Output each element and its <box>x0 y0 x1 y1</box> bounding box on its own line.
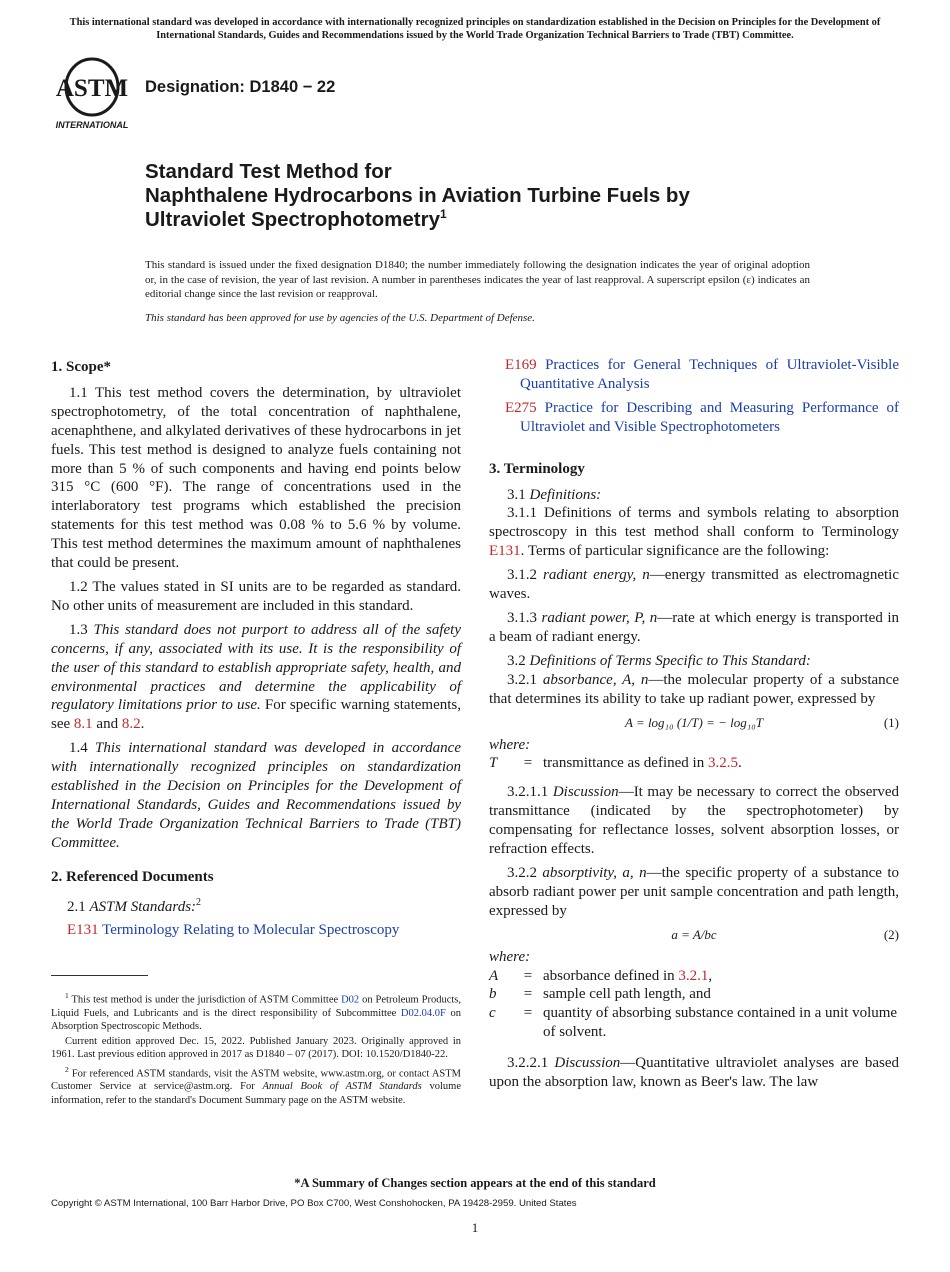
equation-1-number: (1) <box>883 714 899 730</box>
link-d02[interactable]: D02 <box>341 994 360 1006</box>
copyright: Copyright © ASTM International, 100 Barr Harbor Drive, PO Box C700, West Conshohocken, PA 19428-2959. United States <box>51 1198 577 1209</box>
definition-A: A = absorbance defined in 3.2.1, <box>489 967 713 984</box>
footnotes <box>51 989 461 1108</box>
para-3-2-2-1: 3.2.2.1 Discussion—Quantitative ultraviolet analyses are based upon the absorption law, known as Beer's law. The law <box>489 1055 899 1091</box>
equation-2-number: (2) <box>883 926 899 942</box>
footnote-1: $^1$ This test method is under the jurisdiction of ASTM Committee D02 on Petroleum Products, Liquid Fuels, and Lubricants and is the direct responsibility of Subcommittee D02.04.0F on Absorption Spectroscopic Methods. <box>51 991 461 1033</box>
equation-2-formula: a = A/bc <box>671 926 717 942</box>
ref-8-2[interactable]: 8.2 <box>121 716 141 733</box>
title-line-2: Naphthalene Hydrocarbons in Aviation Turbine Fuels by <box>145 184 690 207</box>
title-line-1: Standard Test Method for <box>145 160 392 183</box>
footnote-2: $^2$ For referenced ASTM standards, visit the ASTM website, www.astm.org, or contact ASTM Customer Service at service@astm.org. For Annual Book of ASTM Standards volume information, refer to the standard's Document Summary page on the ASTM website. <box>51 1064 461 1106</box>
ref-3-2-5[interactable]: 3.2.5 <box>707 755 738 772</box>
left-column <box>51 356 461 945</box>
para-3-1: 3.1 Definitions: <box>507 486 602 503</box>
definition-c: c = quantity of absorbing substance contained in a unit volume of solvent. <box>489 1005 898 1041</box>
definition-b: b = sample cell path length, and <box>489 986 711 1003</box>
title-footnote-mark[interactable]: 1 <box>440 207 447 222</box>
designation: Designation: D1840 − 22 <box>145 78 336 96</box>
para-3-1-2: 3.1.2 radiant energy, n—energy transmitted as electromagnetic waves. <box>489 567 899 603</box>
para-3-1-1: 3.1.1 Definitions of terms and symbols relating to absorption spectroscopy in this test method shall conform to Terminology E131. Terms of particular significance are the following: <box>489 505 899 560</box>
astm-logo-icon <box>52 56 136 134</box>
para-3-2-1-1: 3.2.1.1 Discussion—It may be necessary to correct the observed transmittance (indicated by the spectrophotometer) by compensating for reflectance losses, solvent absorption losses, or refraction effects. <box>489 784 900 858</box>
title-line-3: Ultraviolet Spectrophotometry$^1$ <box>145 207 447 231</box>
para-1-4: 1.4 This international standard was developed in accordance with internationally recognized principles on standardization established in the Decision on Principles for the Development of International Standards, Guides and Recommendations issued by the World Trade Organization Technical Barriers to Trade (TBT) Committee. <box>51 740 461 851</box>
footnote-1-edition: Current edition approved Dec. 15, 2022. Published January 2023. Originally approved in 1961. Last previous edition approved in 2017 as D1840 – 07 (2017). DOI: 10.1520/D1840-22. <box>51 1035 461 1061</box>
para-1-3: 1.3 This standard does not purport to address all of the safety concerns, if any, associated with its use. It is the responsibility of the user of this standard to establish appropriate safety, health, and environmental practices and determine the applicability of regulatory limitations prior to use. For specific warning statements, see 8.1 and 8.2. <box>51 621 462 733</box>
logo-text: ASTM <box>55 75 129 102</box>
page-number: 1 <box>471 1220 479 1235</box>
definition-T: T = transmittance as defined in 3.2.5. <box>489 755 742 772</box>
para-3-2-2: 3.2.2 absorptivity, a, n—the specific property of a substance to absorb radiant power per unit sample concentration and path length, expressed by <box>489 864 900 919</box>
ref-e275-code[interactable]: E275 <box>505 399 537 416</box>
issued-statement: This standard is issued under the fixed designation D1840; the number immediately following the designation indicates the year of original adoption or, in the case of revision, the year of last revision. A number in parentheses indicates the year of last reapproval. A superscript epsilon (ε) indicates an editorial change since the last revision or reapproval. <box>145 259 810 300</box>
ref-e131-inline[interactable]: E131 <box>489 543 521 560</box>
para-3-2-1: 3.2.1 absorbance, A, n—the molecular property of a substance that determines its ability to take up radiant power, expressed by <box>489 671 899 707</box>
summary-of-changes-note: *A Summary of Changes section appears at the end of this standard <box>294 1176 656 1190</box>
referenced-heading: 2. Referenced Documents <box>51 868 214 885</box>
right-column <box>489 356 899 1097</box>
ref-item-e131 <box>51 921 461 940</box>
link-d02-04-0f[interactable]: D02.04.0F <box>400 1007 446 1019</box>
ref-item-e169 <box>489 356 899 394</box>
para-2-1: 2.1 ASTM Standards:$^2$ <box>67 896 202 915</box>
ref-3-2-1[interactable]: 3.2.1 <box>678 967 709 984</box>
para-3-2: 3.2 Definitions of Terms Specific to This Standard: <box>507 652 811 669</box>
scope-heading: 1. Scope* <box>51 359 111 375</box>
astm-logo <box>52 56 136 134</box>
equation-1-formula: A = log₁₀ (1/T) = − log₁₀T <box>624 714 764 730</box>
para-1-2: 1.2 The values stated in SI units are to be regarded as standard. No other units of measurement are included in this standard. <box>51 578 461 614</box>
para-1-1: 1.1 This test method covers the determination, by ultraviolet spectrophotometry, of the total concentration of naphthalene, acenaphthene, and alkylated derivatives of these hydrocarbons in jet fuels. This test method is designed to analyze fuels containing not more than 5 % of such components and having end points below 315 °C (600 °F). The range of concentrations used in the interlaboratory test programs which established the precision statements for this test method was 0.08 % to 5.6 % by volume. This test method determines the maximum amount of naphthalenes that could be present. <box>51 384 461 572</box>
para-3-1-3: 3.1.3 radiant power, P, n—rate at which energy is transported in a beam of radiant energy. <box>489 609 900 645</box>
where-1: where: <box>489 736 531 753</box>
ref-e131-code[interactable]: E131 <box>67 922 99 939</box>
equation-1 <box>489 709 899 736</box>
top-notice: This international standard was developed in accordance with internationally recognized principles on standardization established in the Decision on Principles for the Development of International Standards, Guides and Recommendations issued by the World Trade Organization Technical Barriers to Trade (TBT) Committee. <box>69 17 881 41</box>
ref-e131-link[interactable]: Terminology Relating to Molecular Spectroscopy <box>98 922 400 939</box>
document-title <box>145 160 865 232</box>
ref-e275-link[interactable]: Practice for Describing and Measuring Performance of Ultraviolet and Visible Spectrophotometers <box>520 399 899 435</box>
footnote-rule <box>51 975 148 976</box>
ref-e169-link[interactable]: Practices for General Techniques of Ultraviolet-Visible Quantitative Analysis <box>520 357 899 392</box>
logo-sub: INTERNATIONAL <box>55 120 129 130</box>
ref-item-e275 <box>489 399 899 437</box>
terminology-heading: 3. Terminology <box>489 460 585 477</box>
where-2: where: <box>489 948 531 965</box>
approved-statement: This standard has been approved for use by agencies of the U.S. Department of Defense. <box>145 312 535 324</box>
equation-2 <box>489 921 899 948</box>
ref-e169-code[interactable]: E169 <box>505 357 537 373</box>
ref-8-1[interactable]: 8.1 <box>73 716 93 733</box>
